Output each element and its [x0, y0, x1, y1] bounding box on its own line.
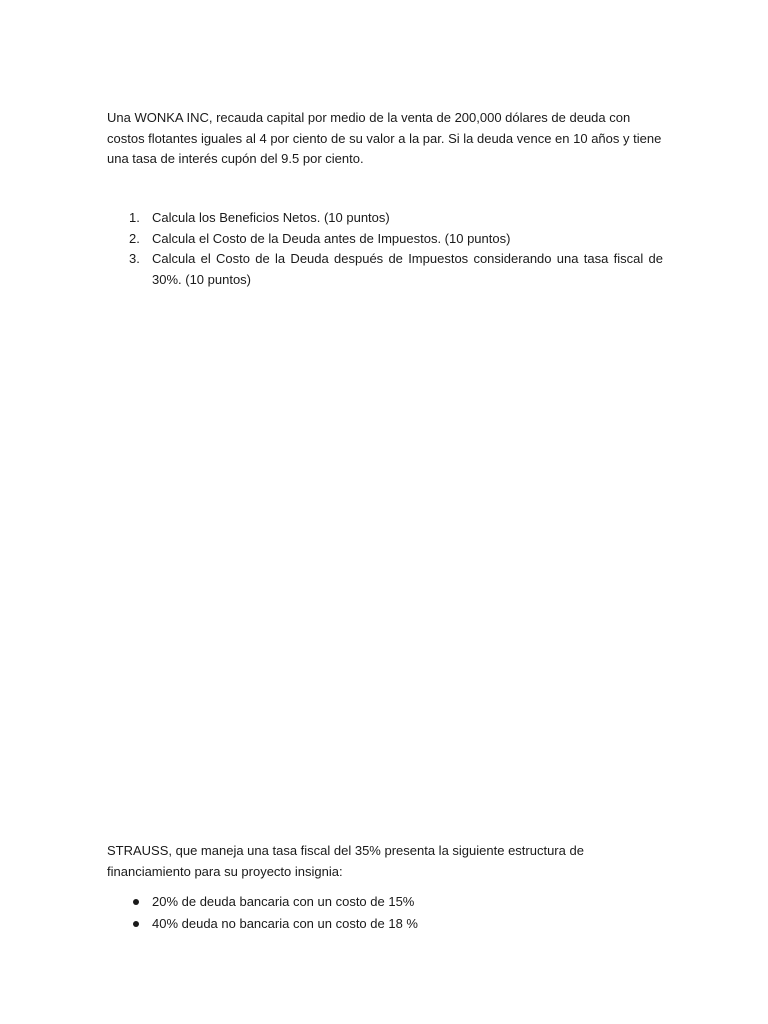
list-item-text: 40% deuda no bancaria con un costo de 18 %	[152, 915, 418, 931]
problem1-task-list	[107, 208, 663, 290]
list-item	[107, 249, 663, 290]
list-number: 3.	[129, 251, 140, 266]
list-number: 1.	[129, 210, 140, 225]
list-item-text: 20% de deuda bancaria con un costo de 15%	[152, 894, 415, 909]
problem1-intro: Una WONKA INC, recauda capital por medio de la venta de 200,000 dólares de deuda con costos flotantes iguales al 4 por ciento de su valor a la par. Si la deuda vence en 10 años y tiene una tasa de interés cupón del 9.5 por ciento.	[107, 110, 662, 166]
list-item	[107, 892, 663, 913]
list-number: 2.	[129, 230, 140, 246]
list-item-text: Calcula el Costo de la Deuda después de Impuestos considerando una tasa fiscal de 30%. (10 puntos)	[152, 251, 663, 287]
problem2-bullet-list	[107, 892, 663, 935]
list-item-text: Calcula el Costo de la Deuda antes de Impuestos. (10 puntos)	[152, 230, 511, 246]
problem2-intro: STRAUSS, que maneja una tasa fiscal del 35% presenta la siguiente estructura de financiamiento para su proyecto insignia:	[107, 843, 584, 879]
list-item	[107, 914, 663, 935]
list-item-text: Calcula los Beneficios Netos. (10 puntos)	[152, 210, 390, 225]
bullet-icon	[133, 921, 139, 927]
list-item	[107, 208, 663, 229]
bullet-icon	[133, 899, 139, 905]
list-item	[107, 229, 663, 250]
